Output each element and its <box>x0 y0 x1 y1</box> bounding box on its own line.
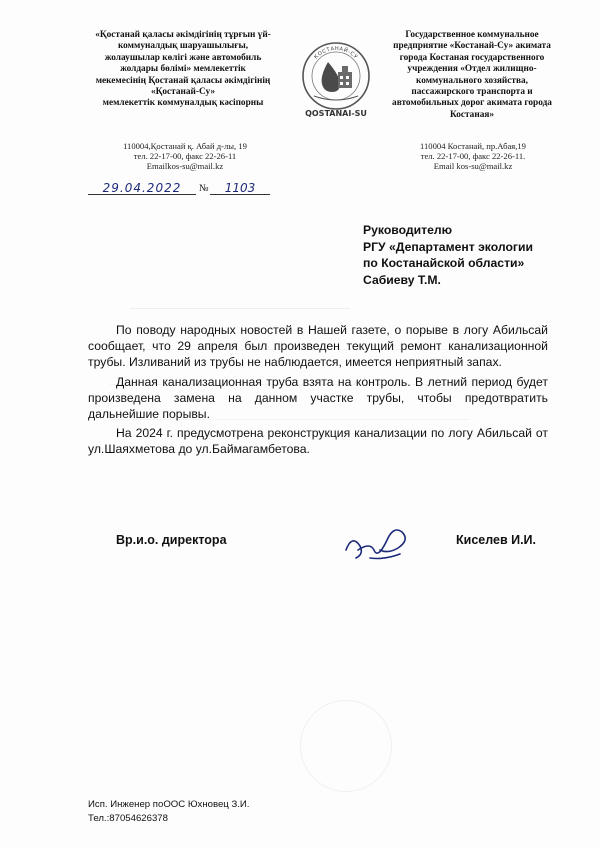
header-left-line: «Қостанай қаласы әкімдігінің тұрғын үй- <box>95 30 271 40</box>
logo-wordmark: QOSTANAI-SU <box>305 109 367 118</box>
contact-address: 110004,Қостанай қ. Абай д-лы, 19 <box>123 141 247 151</box>
body-paragraph: На 2024 г. предусмотрена реконструкция канализации по логу Абильсай от ул.Шаяхметова до ул.Баймагамбетова. <box>88 426 548 457</box>
header-right-line: коммунального хозяйства, <box>416 75 528 86</box>
header-right-line: предприятие «Костанай-Су» акимата <box>393 41 551 52</box>
reverse-side-stamp <box>300 700 392 792</box>
header-right-line: города Костаная государственного <box>399 52 545 63</box>
header-left-org <box>78 30 288 110</box>
addressee-block <box>363 222 573 288</box>
logo-ring-text: КОСТАНАЙ-СУ <box>313 45 359 61</box>
header-right-line: учреждения «Отдел жилищно- <box>407 64 537 75</box>
registration-number: 1103 <box>210 182 270 195</box>
executor-name: Исп. Инженер поООС Юхновец З.И. <box>88 799 250 810</box>
header-right-line: пассажирского транспорта и <box>411 87 533 98</box>
registration-date: 29.04.2022 <box>88 182 196 195</box>
addressee-line: Руководителю <box>363 223 453 237</box>
letter-body <box>88 322 548 461</box>
header-left-line: жолдары бөлімі» мемлекеттік <box>120 64 246 75</box>
header-left-contact <box>110 141 260 171</box>
contact-address: 110004 Костанай, пр.Абая,19 <box>420 141 526 151</box>
number-sign: № <box>199 183 209 194</box>
header-left-line: мемлекеттік коммуналдық кәсіпорны <box>102 98 264 109</box>
header-left-line: коммуналдық шаруашылығы, <box>117 41 249 52</box>
header-right-line: Государственное коммунальное <box>405 30 539 40</box>
signatory-name: Киселев И.И. <box>456 533 537 547</box>
contact-email: Email kos-su@mail.kz <box>433 161 513 171</box>
header-left-line: мекемесінің Қостанай қаласы әкімдігінің <box>95 75 271 86</box>
header-left-line: «Қостанай-Су» <box>151 87 215 98</box>
executor-footer <box>88 798 249 826</box>
contact-phone: тел. 22-17-00, факс 22-26-11 <box>133 151 237 161</box>
header-right-line: автомобильных дорог акимата города <box>392 98 552 109</box>
handwritten-signature <box>340 520 420 568</box>
header-right-contact <box>398 141 548 171</box>
registration-line <box>88 182 288 196</box>
executor-phone: Тел.:87054626378 <box>88 813 168 824</box>
kostanai-su-logo <box>300 40 372 122</box>
body-paragraph: Данная канализационная труба взята на контроль. В летний период будет произведена замена на данном участке трубы, чтобы предотвратить дальнейшие порывы. <box>88 374 548 422</box>
body-paragraph: По поводу народных новостей в Нашей газете, о порыве в логу Абильсай сообщает, что 29 апреля был произведен текущий ремонт канализационной трубы. Изливаний из трубы не наблюдается, имеется неприятный запах. <box>88 323 548 370</box>
addressee-line: по Костанайской области» <box>363 256 525 270</box>
header-right-org <box>372 30 572 121</box>
contact-phone: тел. 22-17-00, факс 22-26-11. <box>420 151 526 161</box>
header-right-line: Костаная» <box>449 109 495 120</box>
signatory-title: Вр.и.о. директора <box>116 533 227 547</box>
header-left-line: жолаушылар көлігі және автомобиль <box>104 52 262 63</box>
addressee-line: РГУ «Департамент экологии <box>363 239 533 254</box>
addressee-line: Сабиеву Т.М. <box>363 272 441 287</box>
contact-email: Emailkos-su@mail.kz <box>146 161 224 171</box>
